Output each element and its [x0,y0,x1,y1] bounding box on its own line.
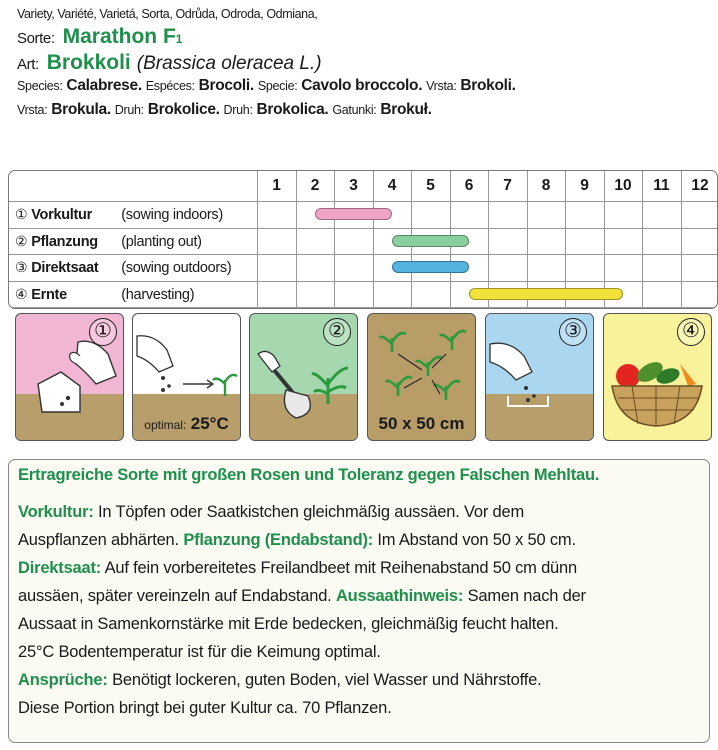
description-line-portion: Diese Portion bringt bei guter Kultur ca. 70 Pflanzen. [18,699,392,717]
step-number-3: ③ [559,318,587,346]
calendar-gridline [9,228,717,229]
calendar-gridline [9,201,717,202]
calendar-row-label [15,233,202,250]
month-header-10: 10 [614,177,632,194]
row-name: Ernte [31,286,67,303]
month-header-6: 6 [464,177,474,194]
row-number: ③ [15,259,28,275]
sorte-label: Sorte: [17,30,55,47]
row-number: ④ [15,285,28,302]
month-header-9: 9 [580,177,589,194]
month-header-2: 2 [310,177,320,194]
panel-germination-temperature [132,313,241,441]
species-translations-1: Species: Calabrese. Espéces: Brocoli. Specie: Cavolo broccolo. Vrsta: Brokoli. [17,77,516,94]
step-number-1: ① [89,318,117,346]
month-header-1: 1 [272,177,281,194]
latin-name: (Brassica oleracea L.) [136,53,322,74]
month-header-4: 4 [387,177,397,194]
step-number-4: ④ [677,318,705,346]
row-name: Vorkultur [31,207,92,223]
description-line-7: 25°C Bodentemperatur ist für die Keimung optimal. [18,643,381,661]
row-number: ① [15,206,28,222]
variety-row [17,26,707,52]
month-header-12: 12 [691,177,709,194]
calendar-row-label [15,206,223,223]
month-header-11: 11 [653,177,670,194]
calendar-gridline [9,281,717,282]
description-line-ansprueche: Ansprüche: Benötigt lockeren, guten Boden, viel Wasser und Nährstoffe. [18,671,542,689]
calendar-row-label [15,286,194,303]
month-header-3: 3 [349,177,358,194]
calendar-bar-ernte [469,288,623,300]
row-name: Pflanzung [31,233,98,250]
row-translation: (sowing outdoors) [121,260,232,276]
variety-name-subscript: 1 [175,32,183,46]
month-header-8: 8 [541,177,551,194]
variety-languages: Variety, Variété, Varietá, Sorta, Odrůda, Odroda, Odmiana, [17,7,318,21]
description-line-vorkultur: Vorkultur: In Töpfen oder Saatkistchen gleichmäßig aussäen. Vor dem [18,503,525,521]
calendar-gridline [9,307,717,308]
row-number: ② [15,232,28,249]
panel-sowing-indoors [15,313,124,441]
calendar-bar-vorkultur [315,208,392,220]
step-number-2: ② [323,318,351,346]
row-translation: (sowing indoors) [121,207,223,223]
row-translation: (planting out) [121,233,202,250]
calendar-gridline [9,254,717,255]
panel-direct-sowing [485,313,594,441]
description-line-aussaat: aussäen, später vereinzeln auf Endabstand. Aussaathinweis: Samen nach der [18,587,586,605]
month-header-7: 7 [503,177,512,194]
description-line-pflanzung: Auspflanzen abhärten. Pflanzung (Endabstand): Im Abstand von 50 x 50 cm. [18,531,576,549]
germination-caption: optimal: 25°C [144,414,229,433]
month-header-5: 5 [426,177,435,194]
description-box [8,459,710,743]
species-translations-2: Vrsta: Brokula. Druh: Brokolice. Druh: Brokolica. Gatunki: Brokuł. [17,101,432,118]
seed-packet-header [17,8,707,126]
panel-planting-out [249,313,358,441]
row-translation: (harvesting) [121,286,195,303]
calendar-bar-pflanzung [392,235,469,247]
sowing-calendar [8,170,718,309]
pictogram-row [15,313,718,441]
panel-spacing [367,313,476,441]
calendar-bar-direktsaat [392,261,469,273]
art-label: Art: [17,56,39,73]
spacing-caption: 50 x 50 cm [378,414,465,433]
description-line-6: Aussaat in Samenkornstärke mit Erde bedecken, gleichmäßig feucht halten. [18,615,559,633]
calendar-row-label [15,259,231,276]
species-name: Brokkoli [46,51,131,74]
variety-name: Marathon F1 [62,25,183,48]
row-name: Direktsaat [31,260,99,276]
description-headline: Ertragreiche Sorte mit großen Rosen und Toleranz gegen Falschen Mehltau. [18,466,600,484]
panel-harvesting [603,313,712,441]
species-row [17,52,707,78]
description-line-direktsaat: Direktsaat: Auf fein vorbereitetes Freilandbeet mit Reihenabstand 50 cm dünn [18,559,577,577]
